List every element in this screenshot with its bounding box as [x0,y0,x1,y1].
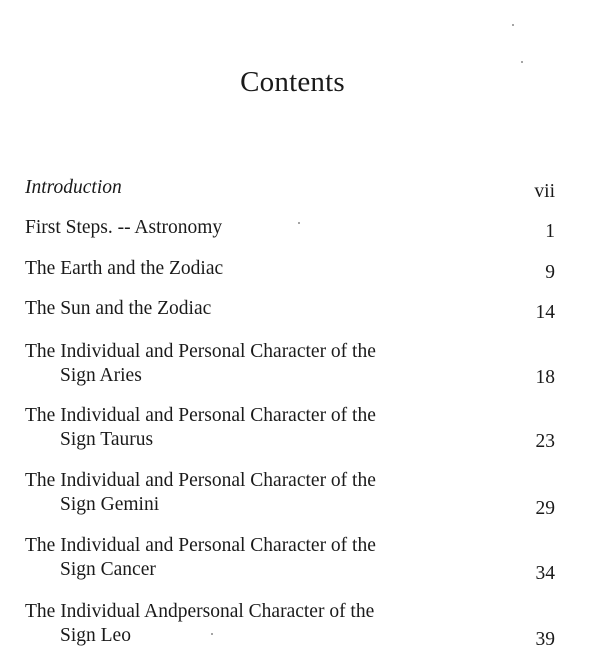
toc-entry-page-number: 39 [535,629,555,650]
toc-entry-title-line: The Individual and Personal Character of the [25,341,376,362]
toc-entry-page-number: 18 [535,367,555,388]
toc-entry-title-line: First Steps. -- Astronomy [25,217,223,238]
page-title: Contents [240,66,345,98]
toc-entry-title-line: The Individual and Personal Character of the [25,405,376,426]
toc-entry-page-number: 1 [545,221,555,242]
toc-entry-title [25,469,475,517]
toc-entry-title-subline: Sign Aries [60,365,142,386]
toc-entry-title [25,340,475,388]
toc-entry-title-subline: Sign Cancer [60,559,156,580]
scan-speck [211,633,213,635]
toc-entry-page-number: 14 [535,302,555,323]
toc-entry-title-line: The Individual Andpersonal Character of the [25,601,375,622]
toc-entry-page-number: 9 [545,262,555,283]
toc-entry-title-line: The Individual and Personal Character of the [25,535,376,556]
toc-entry-title-line: The Individual and Personal Character of the [25,470,376,491]
scan-speck [512,24,514,26]
toc-entry-title-subline: Sign Gemini [60,494,160,515]
toc-entry-title [25,404,475,452]
scan-speck [521,61,523,63]
toc-entry-title [25,534,475,582]
toc-entry-title-subline: Sign Taurus [60,429,154,450]
toc-entry-title-subline: Sign Leo [60,625,131,646]
toc-entry-page-number: 34 [535,563,555,584]
toc-entry-title-line: The Earth and the Zodiac [25,258,224,279]
toc-entry-title-line: The Sun and the Zodiac [25,298,212,319]
toc-entry-page-number: 23 [535,431,555,452]
toc-entry-title [25,257,475,281]
toc-entry-title [25,297,475,321]
toc-entry-title [25,600,475,648]
scan-speck [298,222,300,224]
toc-entry-title-line: Introduction [25,177,122,198]
toc-entry-title [25,176,475,200]
toc-entry-title [25,216,475,240]
toc-entry-page-number: 29 [535,498,555,519]
toc-entry-page-number: vii [534,181,555,202]
